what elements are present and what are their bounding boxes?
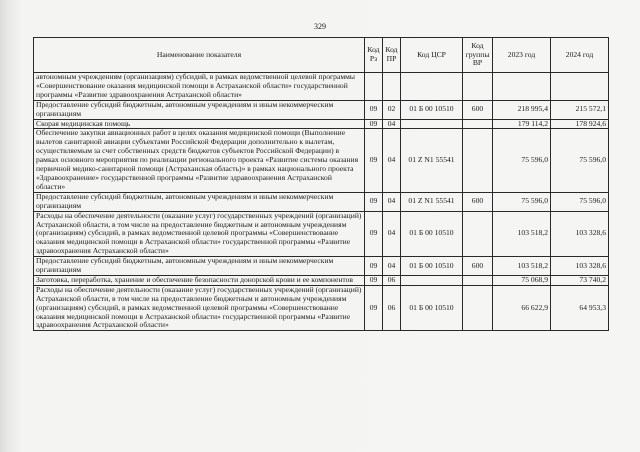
page-number: 329	[314, 22, 326, 31]
cell-rz: 09	[365, 257, 383, 276]
table-row	[34, 100, 609, 119]
cell-csr: 01 Б 00 10510	[401, 211, 463, 257]
cell-y2024: 75 596,0	[551, 192, 609, 211]
cell-pr: 04	[383, 129, 401, 192]
cell-pr: 04	[383, 211, 401, 257]
cell-name: Заготовка, переработка, хранение и обеспечение безопасности донорской крови и ее компонентов	[34, 275, 365, 285]
cell-y2024: 178 924,6	[551, 119, 609, 129]
cell-csr: 01 Z N1 55541	[401, 129, 463, 192]
cell-csr: 01 Б 00 10510	[401, 100, 463, 119]
header-2023: 2023 год	[493, 38, 551, 73]
cell-pr: 06	[383, 275, 401, 285]
header-pr: Код ПР	[383, 38, 401, 73]
cell-rz: 09	[365, 211, 383, 257]
cell-y2023: 75 068,9	[493, 275, 551, 285]
cell-csr	[401, 119, 463, 129]
cell-vr	[463, 275, 493, 285]
cell-csr: 01 Z N1 55541	[401, 192, 463, 211]
cell-y2024: 103 328,6	[551, 211, 609, 257]
cell-csr	[401, 73, 463, 101]
header-vr: Код группы ВР	[463, 38, 493, 73]
cell-vr	[463, 119, 493, 129]
cell-y2024: 64 953,3	[551, 285, 609, 331]
table-row	[34, 119, 609, 129]
cell-csr: 01 Б 00 10510	[401, 257, 463, 276]
cell-pr	[383, 73, 401, 101]
cell-pr: 02	[383, 100, 401, 119]
cell-name: Расходы на обеспечение деятельности (оказание услуг) государственных учреждений (организаций) Астраханской области, в том числе на предоставление бюджетным и автономным учреждениям (организациям) субсидий, в рамках ведомственной целевой программы «Совершенствование оказания медицинской помощи в Астраханской области» государственной программы «Развитие здравоохранения Астраханской области»	[34, 211, 365, 257]
header-csr: Код ЦСР	[401, 38, 463, 73]
cell-rz: 09	[365, 119, 383, 129]
cell-pr: 06	[383, 285, 401, 331]
cell-pr: 04	[383, 119, 401, 129]
cell-name: Предоставление субсидий бюджетным, автономным учреждениям и иным некоммерческим организациям	[34, 100, 365, 119]
cell-name: Предоставление субсидий бюджетным, автономным учреждениям и иным некоммерческим организациям	[34, 257, 365, 276]
cell-y2023: 179 114,2	[493, 119, 551, 129]
cell-pr: 04	[383, 192, 401, 211]
cell-vr	[463, 129, 493, 192]
table-row	[34, 285, 609, 331]
cell-name: автономным учреждениям (организациям) субсидий, в рамках ведомственной целевой программы «Совершенствование оказания медицинской помощи в Астраханской области» государственной программы «Развитие здравоохранения Астраханской области»	[34, 73, 365, 101]
cell-y2023: 103 518,2	[493, 257, 551, 276]
table-row	[34, 211, 609, 257]
cell-vr: 600	[463, 100, 493, 119]
cell-name: Предоставление субсидий бюджетным, автономным учреждениям и иным некоммерческим организациям	[34, 192, 365, 211]
cell-vr	[463, 211, 493, 257]
table-header-row	[34, 38, 609, 73]
cell-y2024: 103 328,6	[551, 257, 609, 276]
cell-csr	[401, 275, 463, 285]
cell-vr	[463, 73, 493, 101]
cell-y2023	[493, 73, 551, 101]
table-row	[34, 192, 609, 211]
cell-rz: 09	[365, 129, 383, 192]
cell-y2023: 218 995,4	[493, 100, 551, 119]
header-2024: 2024 год	[551, 38, 609, 73]
table-row	[34, 275, 609, 285]
cell-vr: 600	[463, 257, 493, 276]
cell-y2024: 215 572,1	[551, 100, 609, 119]
cell-pr: 04	[383, 257, 401, 276]
cell-y2024: 75 596,0	[551, 129, 609, 192]
cell-rz	[365, 73, 383, 101]
cell-y2024	[551, 73, 609, 101]
cell-name: Скорая медицинская помощь	[34, 119, 365, 129]
cell-y2023: 66 622,9	[493, 285, 551, 331]
table-row	[34, 129, 609, 192]
table-row	[34, 73, 609, 101]
table-row	[34, 257, 609, 276]
cell-y2024: 73 740,2	[551, 275, 609, 285]
cell-vr: 600	[463, 192, 493, 211]
cell-y2023: 103 518,2	[493, 211, 551, 257]
cell-y2023: 75 596,0	[493, 192, 551, 211]
header-rz: Код Рз	[365, 38, 383, 73]
cell-name: Расходы на обеспечение деятельности (оказание услуг) государственных учреждений (организаций) Астраханской области, в том числе на предоставление бюджетным и автономным учреждениям (организациям) субсидий, в рамках ведомственной целевой программы «Совершенствование оказания медицинской помощи в Астраханской области» государственной программы «Развитие здравоохранения Астраханской области»	[34, 285, 365, 331]
cell-rz: 09	[365, 285, 383, 331]
budget-table	[33, 37, 609, 331]
cell-vr	[463, 285, 493, 331]
cell-csr: 01 Б 00 10510	[401, 285, 463, 331]
cell-y2023: 75 596,0	[493, 129, 551, 192]
cell-name: Обеспечение закупки авиационных работ в целях оказания медицинской помощи (Выполнение вылетов санитарной авиации субъектами Российской Федерации дополнительно к вылетам, осуществляемым за счет собственных средств бюджетов субъектов Российской Федерации) в рамках основного мероприятия по реализации регионального проекта «Развитие системы оказания первичной медико-санитарной помощи (Астраханская область)» в рамках национального проекта «Здравоохранение» государственной программы «Развитие здравоохранения Астраханской области»	[34, 129, 365, 192]
cell-rz: 09	[365, 192, 383, 211]
header-name: Наименование показателя	[34, 38, 365, 73]
cell-rz: 09	[365, 100, 383, 119]
cell-rz: 09	[365, 275, 383, 285]
